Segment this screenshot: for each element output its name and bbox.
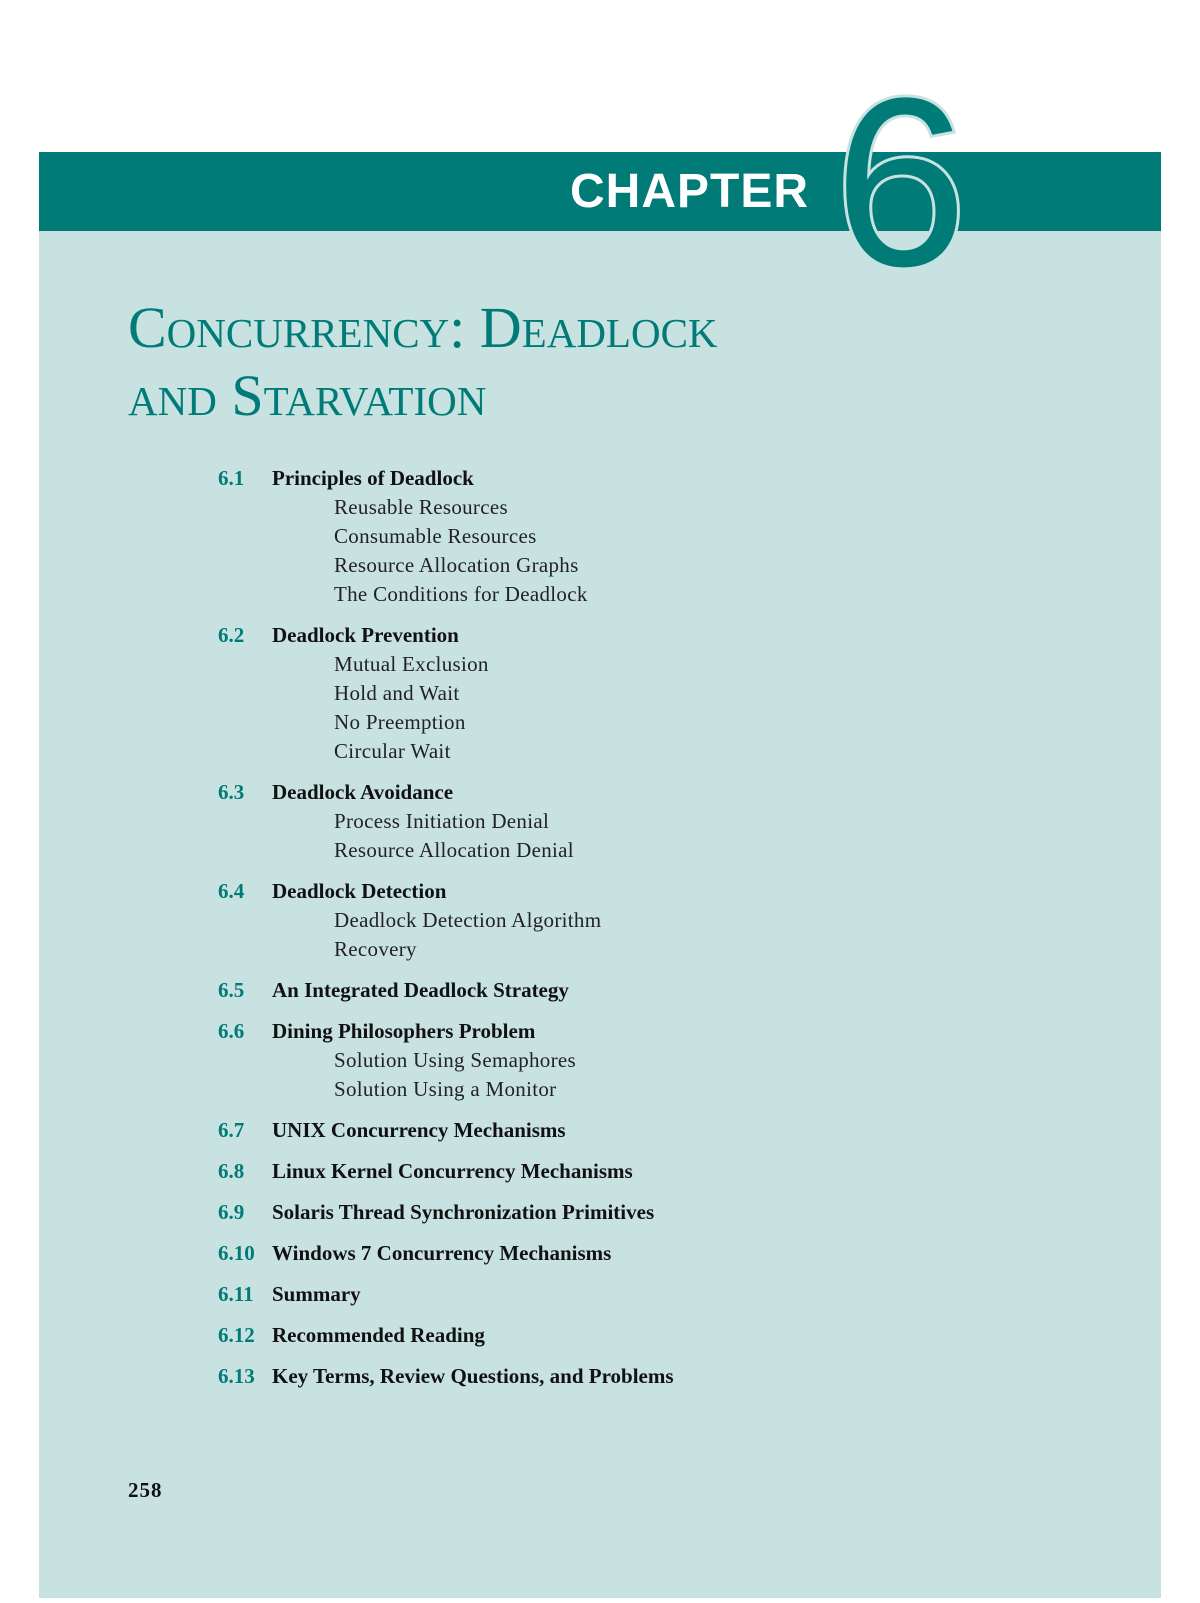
chapter-label: CHAPTER [570,165,810,218]
toc-section-number: 6.5 [218,978,245,1002]
toc-subsection[interactable]: Resource Allocation Graphs [334,553,579,577]
toc-subsection-list [218,1046,1018,1104]
toc-section-title: Solaris Thread Synchronization Primitives [272,1200,655,1224]
toc-subsection-list [218,807,1018,865]
toc-section-title: Summary [272,1282,361,1306]
toc-section-title: Principles of Deadlock [272,466,474,490]
toc-section-number: 6.12 [218,1323,255,1347]
toc-subsection[interactable]: Consumable Resources [334,524,537,548]
toc-subsection-list [218,493,1018,609]
toc-subsection-list [218,906,1018,964]
toc-section-number: 6.2 [218,623,245,647]
toc-section-heading[interactable] [218,778,1018,807]
toc-section-heading[interactable] [218,464,1018,493]
toc-section [218,1239,1018,1268]
toc-section-heading[interactable] [218,1198,1018,1227]
chapter-number: 6 [834,48,968,316]
toc-section-number: 6.7 [218,1118,245,1142]
toc-subsection[interactable]: No Preemption [334,710,466,734]
toc-section-title: Dining Philosophers Problem [272,1019,536,1043]
toc-section-heading[interactable] [218,1116,1018,1145]
toc-section-number: 6.1 [218,466,245,490]
toc-section [218,1362,1018,1391]
chapter-title [128,294,718,430]
toc-section [218,778,1018,865]
toc-section [218,1321,1018,1350]
toc-section-number: 6.11 [218,1282,254,1306]
toc-section-title: UNIX Concurrency Mechanisms [272,1118,566,1142]
toc-section-title: Deadlock Prevention [272,623,459,647]
toc-section-heading[interactable] [218,1157,1018,1186]
toc-section [218,464,1018,609]
table-of-contents [218,464,1018,1403]
toc-section-number: 6.9 [218,1200,245,1224]
toc-section [218,1198,1018,1227]
toc-subsection[interactable]: The Conditions for Deadlock [334,582,588,606]
toc-section-heading[interactable] [218,1280,1018,1309]
toc-section-heading[interactable] [218,1239,1018,1268]
toc-subsection-list [218,650,1018,766]
toc-section [218,1017,1018,1104]
toc-subsection[interactable]: Recovery [334,937,417,961]
toc-subsection[interactable]: Process Initiation Denial [334,809,550,833]
toc-section-title: An Integrated Deadlock Strategy [272,978,569,1002]
chapter-title-line-1: Concurrency: Deadlock [128,295,718,360]
toc-section [218,1157,1018,1186]
toc-section-heading[interactable] [218,976,1018,1005]
toc-section-number: 6.8 [218,1159,245,1183]
toc-subsection[interactable]: Reusable Resources [334,495,508,519]
toc-section-number: 6.10 [218,1241,255,1265]
toc-subsection[interactable]: Mutual Exclusion [334,652,489,676]
chapter-title-line-2: and Starvation [128,363,487,428]
toc-section-title: Key Terms, Review Questions, and Problems [272,1364,674,1388]
toc-subsection[interactable]: Deadlock Detection Algorithm [334,908,602,932]
toc-section-heading[interactable] [218,877,1018,906]
toc-section-title: Deadlock Detection [272,879,447,903]
toc-subsection[interactable]: Hold and Wait [334,681,460,705]
toc-subsection[interactable]: Circular Wait [334,739,451,763]
toc-section [218,621,1018,766]
toc-section-number: 6.6 [218,1019,245,1043]
toc-section-title: Deadlock Avoidance [272,780,454,804]
toc-section-number: 6.13 [218,1364,255,1388]
page-number: 258 [128,1478,163,1502]
toc-section [218,877,1018,964]
toc-section [218,1116,1018,1145]
toc-section-number: 6.4 [218,879,245,903]
toc-subsection[interactable]: Resource Allocation Denial [334,838,574,862]
toc-section-number: 6.3 [218,780,245,804]
toc-section-heading[interactable] [218,621,1018,650]
toc-section-title: Recommended Reading [272,1323,485,1347]
toc-section-title: Linux Kernel Concurrency Mechanisms [272,1159,633,1183]
toc-section-title: Windows 7 Concurrency Mechanisms [272,1241,612,1265]
toc-section-heading[interactable] [218,1321,1018,1350]
toc-section [218,976,1018,1005]
toc-section-heading[interactable] [218,1017,1018,1046]
toc-section-heading[interactable] [218,1362,1018,1391]
toc-subsection[interactable]: Solution Using Semaphores [334,1048,576,1072]
toc-section [218,1280,1018,1309]
toc-subsection[interactable]: Solution Using a Monitor [334,1077,557,1101]
